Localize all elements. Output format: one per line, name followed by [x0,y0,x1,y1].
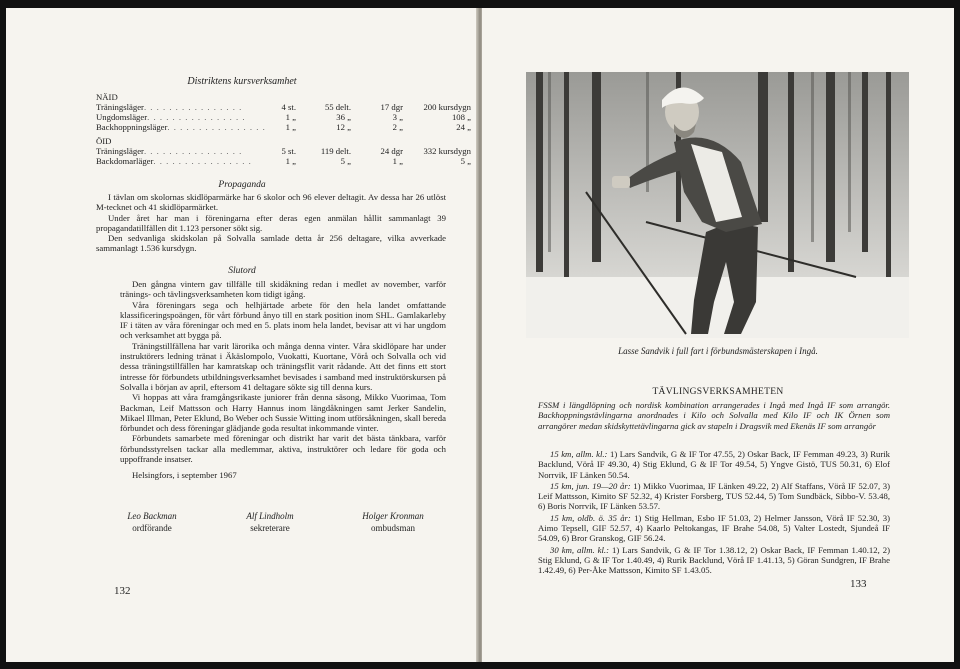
skier-photo [526,72,909,338]
table-cell-value: 5 „ [340,156,351,166]
table-cell-value: 108 „ [451,112,471,122]
result-lead: 15 km, allm. kl.: [550,449,608,459]
course-stats-table [96,92,471,166]
row-label: Träningsläger [96,146,144,156]
signature-name: Holger Kronman [362,511,424,521]
table-cell-label [96,112,256,122]
table-row [96,156,471,166]
signature-name: Leo Backman [127,511,177,521]
table-section-heading: ÖID [96,136,112,146]
table-cell-value: 55 delt. [324,102,351,112]
row-label: Träningsläger [96,102,144,112]
signature-ombudsman [338,510,448,534]
table-cell-label [96,122,266,132]
results-list [538,449,890,576]
table-cell-value: 5 st. [281,146,296,156]
table-cell-value: 119 delt. [320,146,351,156]
signature-secretary [220,510,320,534]
result-text: 1) Mikko Vuorimaa, IF Länken 49.22, 2) Alf Staffans, Vörå IF 52.07, 3) Leif Mattsson, Kimito SF 52.32, 4) Krister Forsberg, TUS 52.44, 5) Tom Sundbäck, Sibbo-V. 53.48, 6) Boris Norrvik, IF Länken 53.57. [538,480,891,512]
row-label: Backdomarläger [96,156,154,166]
signature-role: ordförande [132,523,172,533]
place-date: Helsingfors, i september 1967 [132,470,237,481]
paragraph: Förbundets samarbete med föreningar och distrikt har varit det bästa tänkbara, varför förbundsstyrelsen tackar alla medlemmar, aktiva, instruktörer och ledare för goda och uppoffrande insatser. [120,433,446,465]
leader-dots: . . . . . . . . . . . . . . . . [167,122,266,132]
table-section-heading-row [96,132,471,146]
signature-role: sekreterare [250,523,290,533]
leader-dots: . . . . . . . . . . . . . . . . [143,146,243,156]
table-cell-label [96,102,256,112]
paragraph: Träningstillfällena har varit lärorika och många denna vinter. Våra skidlöpare har under instruktörers ledning tränat i Äkäslompolo, Vuokatti, Kuortane, Vörå och Solvalla och vid dessa träningstillfällen har kamratskap och träningsflit varit rådande. Att det finns ett stort intresse för förbundets utbildningsverksamhet bevisades i samband med instruktörskursen på Solvalla i början av april, eftersom 41 deltagare sökte sig till denna kurs. [120,340,446,392]
section-heading: TÄVLINGSVERKSAMHETEN [652,387,784,397]
table-cell-value: 5 „ [460,156,471,166]
result-entry [538,545,890,576]
signature-name: Alf Lindholm [246,511,294,521]
table-cell-value: 24 dgr [380,146,403,156]
result-lead: 15 km, oldb. ö. 35 år: [550,512,631,523]
paragraph: Under året har man i föreningarna efter deras egen anmälan hållit sammanlagt 39 propagandatillfällen dit 1.123 personer sökt sig. [96,212,446,233]
row-label: Backhoppningsläger [96,122,168,132]
page-number: 133 [850,578,867,590]
table-cell-value: 332 kursdygn [423,146,471,156]
result-text: 1) Lars Sandvik, G & IF Tor 47.55, 2) Oskar Back, IF Femman 49.23, 3) Rurik Backlund, Vörå IF 49.30, 4) Stig Eklund, G & IF Tor 49.54, 5) Yngve Gistö, TUS 50.31, 6) Elof Norrvik, IF Länken 50.54. [538,449,891,480]
leader-dots: . . . . . . . . . . . . . . . . [147,112,246,122]
section-title-slutord: Slutord [228,266,256,276]
slutord-text [120,279,446,481]
signature-chair [102,510,202,534]
paragraph: Vi hoppas att våra framgångsrikaste juniorer från denna säsong, Mikko Vuorimaa, Tom Backman, Leif Mattsson och Harry Hannus inom längdåkningen samt Jerker Sandelin, Mikael Illman, Peter Eklund, Bo Weber och Sussie Witting inom utförsåkningen, skall bereda förbundet och dess föreningar glädjande goda resultat inkommande vinter. [120,392,446,434]
table-cell-label [96,156,256,166]
table-cell-value: 3 „ [392,112,403,122]
table-cell-value: 2 „ [392,122,403,132]
leader-dots: . . . . . . . . . . . . . . . . [143,102,243,112]
running-head: Distriktens kursverksamhet [187,76,297,87]
result-lead: 30 km, allm. kl.: [550,544,609,555]
signature-role: ombudsman [371,523,415,533]
paragraph: Den gångna vintern gav tillfälle till skidåkning redan i medlet av november, varför tränings- och tävlingsverksamheten kom tidigt igång. [120,279,446,300]
leader-dots: . . . . . . . . . . . . . . . . [153,156,252,166]
page-number: 132 [114,585,131,597]
table-cell-label [96,146,256,156]
table-cell-value: 24 „ [456,122,471,132]
table-cell-value: 1 „ [285,112,296,122]
table-row [96,112,471,122]
table-cell-value: 1 „ [285,122,296,132]
result-text: 1) Stig Hellman, Esbo IF 51.03, 2) Helmer Jansson, Vörå IF 52.30, 3) Aimo Tepsell, GIF 52.57, 4) Kaarlo Peltokangas, IF Brahe 54.08, 5) Valter Lostedt, Sjundeå IF 54.09, 6) Bror Granskog, GIF 56.24. [538,512,890,544]
table-section-heading-row [96,92,471,102]
result-lead: 15 km, jun. 19—20 år: [550,480,631,491]
table-cell-value: 1 „ [392,156,403,166]
row-label: Ungdomsläger [96,112,148,122]
intro-paragraph: FSSM i längdlöpning och nordisk kombination arrangerades i Ingå med Ingå IF som arrangör. Backhoppningstävlingarna anordnades i Kilo och Solvalla med Kilo IF och IK Örnen som arrangörer medan skidskyttetävlingarna gick av stapeln i Dragsvik med Ekenäs IF som arrangör [538,400,890,431]
paragraph: I tävlan om skolornas skidlöparmärke har 6 skolor och 96 elever deltagit. Av dessa har 26 utlöst M-tecknet och 41 skidlöparmärket. [96,192,446,213]
table-section-heading: NÄID [96,92,118,102]
paragraph: Våra föreningars sega och helhjärtade arbete för den hela landet omfattande klassificeringspoängen, för vårt förbund ånyo till en stark position inom SHL. Gamlakarleby IF i täten av våra föreningar och med en 5. plats inom hela landet, bevisar att vi har ungdom och verksamhet att bygga på. [120,299,446,341]
table-row [96,146,471,156]
right-page [482,8,954,662]
result-entry [538,481,890,512]
left-page [6,8,478,662]
table-cell-value: 36 „ [336,112,351,122]
table-row [96,122,471,132]
table-cell-value: 17 dgr [380,102,403,112]
table-row [96,102,471,112]
result-entry [538,449,890,480]
result-text: 1) Lars Sandvik, G & IF Tor 1.38.12, 2) Oskar Back, IF Femman 1.40.12, 2) Stig Eklund, G & IF Tor 1.40.49, 4) Rurik Backlund, Vörå IF 1.41.13, 5) Göran Sundgren, IF Brahe 1.42.49, 6) Per-Åke Mattsson, Kimito SF 1.43.05. [538,544,890,576]
table-cell-value: 200 kursdygn [423,102,471,112]
table-cell-value: 4 st. [281,102,296,112]
table-cell-value: 12 „ [336,122,351,132]
photo-caption: Lasse Sandvik i full fart i förbundsmästerskapen i Ingå. [618,346,818,356]
section-title-propaganda: Propaganda [218,180,266,190]
result-entry [538,513,890,544]
paragraph: Den sedvanliga skidskolan på Solvalla samlade detta år 256 deltagare, vilka avverkade sammanlagt 1.536 kursdygn. [96,233,446,254]
table-cell-value: 1 „ [285,156,296,166]
propaganda-text [96,192,446,254]
